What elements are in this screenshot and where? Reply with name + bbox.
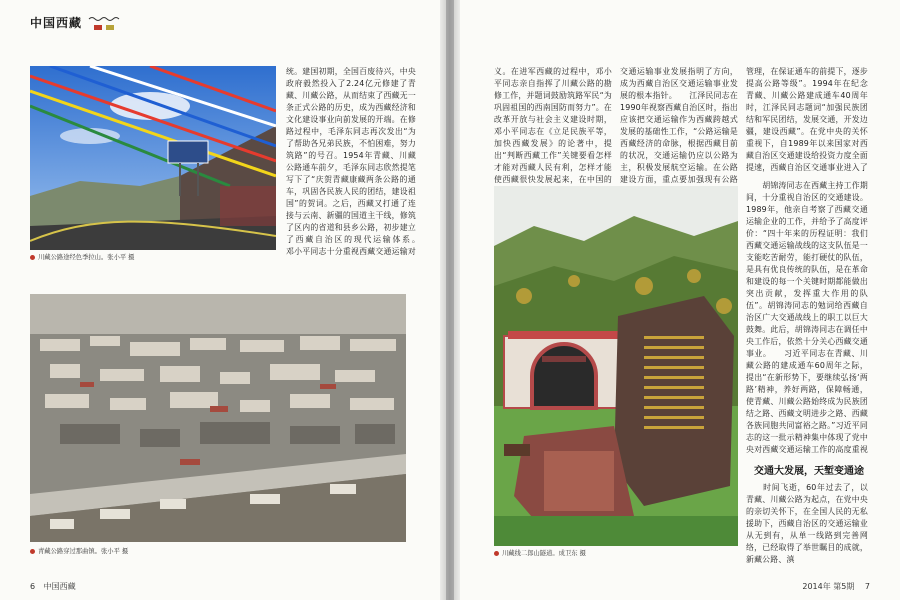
right-column-3-mid-text: 胡锦涛同志在西藏主持工作期间，十分重视自治区的交通建设。1989年，他亲自考察了西藏交通运输企业的工作，并给予了高度评价：“四十年来的历程证明：我们西藏交通运输战线的这支队伍是一支能吃苦耐劳，能打硬仗的队伍，是具有优良传统的队伍，是在革命和建设的每一个关键时期都能做出突出贡献，发挥重大作用的队伍”。胡锦涛同志的勉词给西藏自治区广大交通战线上的职工以巨大鼓舞。此后，胡锦涛同志在调任中央工作后，依然十分关心西藏交通事业。 习近平同志在青藏、川藏公路的建成通车60周年之际，提出“在新形势下，要继续弘扬‘两路’精神，养好两路，保障畅通，使青藏、川藏公路始终成为民族团结之路、西藏文明进步之路、西藏各族同胞共同富裕之路。”习近平同志的这一批示精神集中体现了党中央对西藏交通运输工作的高度重视 xyxy=(746,181,868,454)
photo-mountain-pass xyxy=(30,66,276,250)
masthead-logo xyxy=(88,15,120,31)
caption-bullet-icon xyxy=(30,255,35,260)
right-page-number: 7 xyxy=(864,582,870,591)
left-footer-title: 中国西藏 xyxy=(43,582,76,591)
masthead xyxy=(30,14,120,31)
photo2-caption-text: 青藏公路穿过那曲镇。张小平 摄 xyxy=(38,548,129,555)
left-page-number: 6 xyxy=(30,582,36,591)
photo3-caption-text: 川藏线二郎山隧道。成卫东 摄 xyxy=(502,550,586,557)
caption-bullet-icon xyxy=(30,549,35,554)
right-column-3-top-text: 管理，在保证通车的前提下，逐步提高公路等级”。1994年在纪念青藏、川藏公路建成通车40周年时，江泽民同志题词“加强民族团结和军民团结，发展交通，开发边疆，建设西藏”。在党中央的关怀重视下，自1989年以来国家对西藏自治区交通建设给投资力度全面提速，西藏自治区交通事业进入了 xyxy=(746,67,868,172)
magazine-title: 中国西藏 xyxy=(30,16,83,30)
left-page xyxy=(0,0,446,600)
photo2-caption xyxy=(30,546,128,555)
section-heading: 交通大发展，天堑变通途 xyxy=(754,466,864,477)
photo-tunnel xyxy=(494,186,738,546)
left-folio xyxy=(30,581,76,592)
right-footer-issue: 2014年 第5期 xyxy=(802,582,855,591)
photo1-caption xyxy=(30,252,134,261)
photo3-caption xyxy=(494,548,586,557)
book-spine xyxy=(440,0,460,600)
right-page xyxy=(454,0,900,600)
right-column-2-text: 交通运输事业发展指明了方向，成为西藏自治区交通运输事业发展的根本指针。 江泽民同志在1990年视察西藏自治区时，指出应该把交通运输作为西藏跨越式发展的基础性工作，“公路运输是西藏经济的命脉，根据西藏目前的状况，交通运输仍应以公路为主，积极发展航空运输。在公路建设方面，重点要加强现有公路 xyxy=(620,67,738,184)
right-folio xyxy=(802,581,870,592)
caption-bullet-icon xyxy=(494,551,499,556)
left-column-text: 统。建国初期，全国百废待兴，中央政府毅然投入了2.24亿元修建了青藏、川藏公路，从而结束了西藏无一条正式公路的历史，成为西藏经济和文化建设事业向前发展的开端。在修路过程中，毛泽东同志再次发出“为了帮助各兄弟民族，不怕困难，努力筑路”的号召。1954年青藏、川藏公路通车前夕，毛泽东同志欣然提笔写下了“庆贺青藏康藏两条公路的通车，巩固各民族人民的团结，建设祖国”的贺词。之后，西藏又打通了连接与云南、新疆的国道主干线，修筑了区内的省道和县乡公路，初步建立了西藏自治区的现代运输体系。 邓小平同志十分重视西藏交通运输对 xyxy=(286,67,416,256)
photo1-caption-text: 川藏公路途经色季拉山。张小平 摄 xyxy=(38,254,135,261)
photo-town-aerial xyxy=(30,294,406,542)
right-column-3-bottom-text: 时间飞逝，60年过去了，以青藏、川藏公路为起点，在党中央的亲切关怀下，在全国人民的无私援助下，西藏自治区的交通运输业从无到有，从单一线路到完善网络，已经取得了举世瞩目的成就，新藏公路、滇 xyxy=(746,483,868,564)
right-column-1-text: 义。在进军西藏的过程中，邓小平同志亲自指挥了川藏公路的勘修工作，并题词鼓励筑路军民“为巩固祖国的西南国防而努力”。在改革开放与社会主义建设时期，邓小平同志在《立足民族平等，加快西藏发展》的论著中，提出“判断西藏工作”关键要看怎样才能对西藏人民有利，怎样才能使西藏很快发展起来，在中国的 xyxy=(494,67,612,184)
